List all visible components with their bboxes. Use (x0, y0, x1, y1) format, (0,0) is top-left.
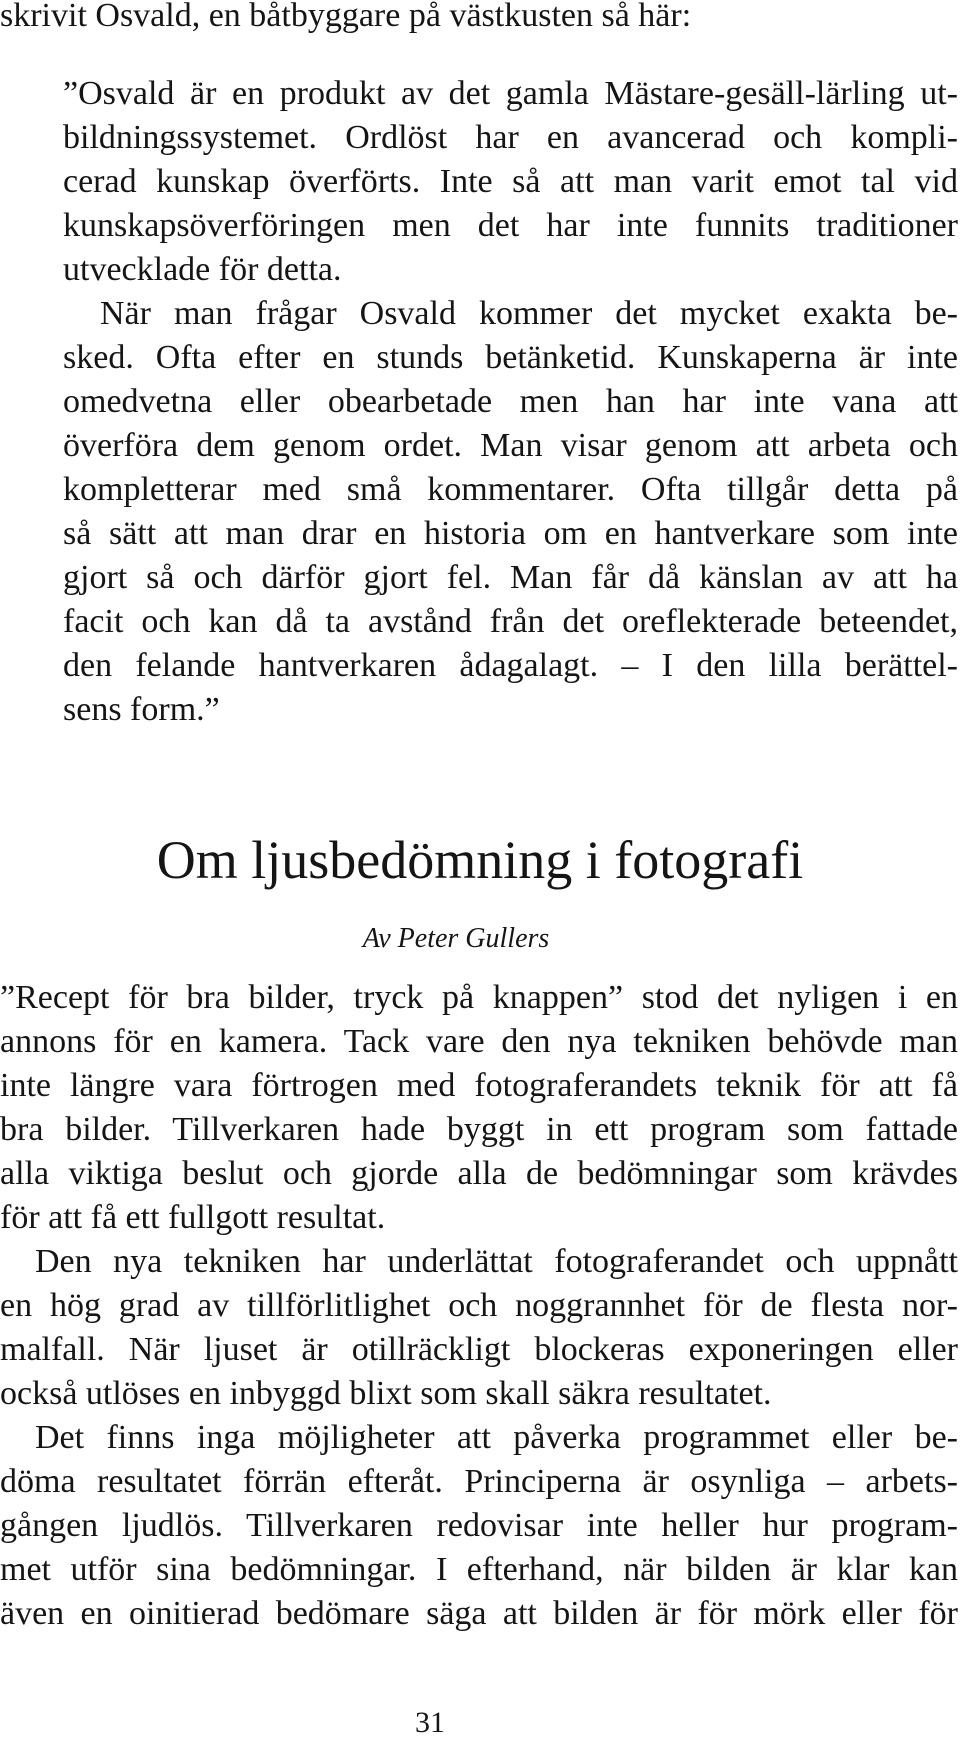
text-line: också utlöses en inbyggd blixt som skall säkra resultatet. (0, 1375, 772, 1412)
text-line: ”Osvald är en produkt av det gamla Mästare-gesäll-lärling ut- (63, 75, 958, 112)
text-line: en hög grad av tillförlitlighet och noggrannhet för de flesta nor- (0, 1287, 958, 1324)
text-line: för att få ett fullgott resultat. (0, 1199, 386, 1236)
text-line: facit och kan då ta avstånd från det oreflekterade beteendet, (63, 603, 958, 640)
text-line: inte längre vara förtrogen med fotograferandets teknik för att få (0, 1067, 958, 1104)
intro-line: skrivit Osvald, en båtbyggare på västkusten så här: (0, 0, 692, 34)
text-line: annons för en kamera. Tack vare den nya tekniken behövde man (0, 1023, 958, 1060)
text-line: Det finns inga möjligheter att påverka programmet eller be- (35, 1419, 958, 1456)
text-line: alla viktiga beslut och gjorde alla de bedömningar som krävdes (0, 1155, 958, 1192)
page-number: 31 (415, 1706, 445, 1739)
text-line: så sätt att man drar en historia om en hantverkare som inte (63, 515, 958, 552)
text-line: kunskapsöverföringen men det har inte funnits traditioner (63, 207, 958, 244)
text-line: bra bilder. Tillverkaren hade byggt in ett program som fattade (0, 1111, 958, 1148)
text-line: met utför sina bedömningar. I efterhand, när bilden är klar kan (0, 1551, 958, 1588)
text-line: sens form.” (63, 691, 220, 728)
text-line: Den nya tekniken har underlättat fotograferandet och uppnått (35, 1243, 958, 1280)
text-line: överföra dem genom ordet. Man visar genom att arbeta och (63, 427, 958, 464)
text-line: bildningssystemet. Ordlöst har en avancerad och kompli- (63, 119, 958, 156)
text-line: gången ljudlös. Tillverkaren redovisar inte heller hur program- (0, 1507, 958, 1544)
text-line: När man frågar Osvald kommer det mycket exakta be- (100, 295, 958, 332)
article-byline: Av Peter Gullers (362, 923, 550, 954)
text-line: den felande hantverkaren ådagalagt. – I den lilla berättel- (63, 647, 958, 684)
text-line: utvecklade för detta. (63, 251, 342, 288)
text-line: malfall. När ljuset är otillräckligt blockeras exponeringen eller (0, 1331, 958, 1368)
text-line: kompletterar med små kommentarer. Ofta tillgår detta på (63, 471, 958, 508)
article-title: Om ljusbedömning i fotografi (156, 830, 804, 890)
text-line: cerad kunskap överförts. Inte så att man varit emot tal vid (63, 163, 958, 200)
text-line: omedvetna eller obearbetade men han har inte vana att (63, 383, 958, 420)
text-line: ”Recept för bra bilder, tryck på knappen” stod det nyligen i en (0, 979, 958, 1016)
text-line: sked. Ofta efter en stunds betänketid. Kunskaperna är inte (63, 339, 958, 376)
text-line: gjort så och därför gjort fel. Man får då känslan av att ha (63, 559, 958, 596)
text-line: även en oinitierad bedömare säga att bilden är för mörk eller för (0, 1595, 958, 1632)
text-line: döma resultatet förrän efteråt. Principerna är osynliga – arbets- (0, 1463, 958, 1500)
